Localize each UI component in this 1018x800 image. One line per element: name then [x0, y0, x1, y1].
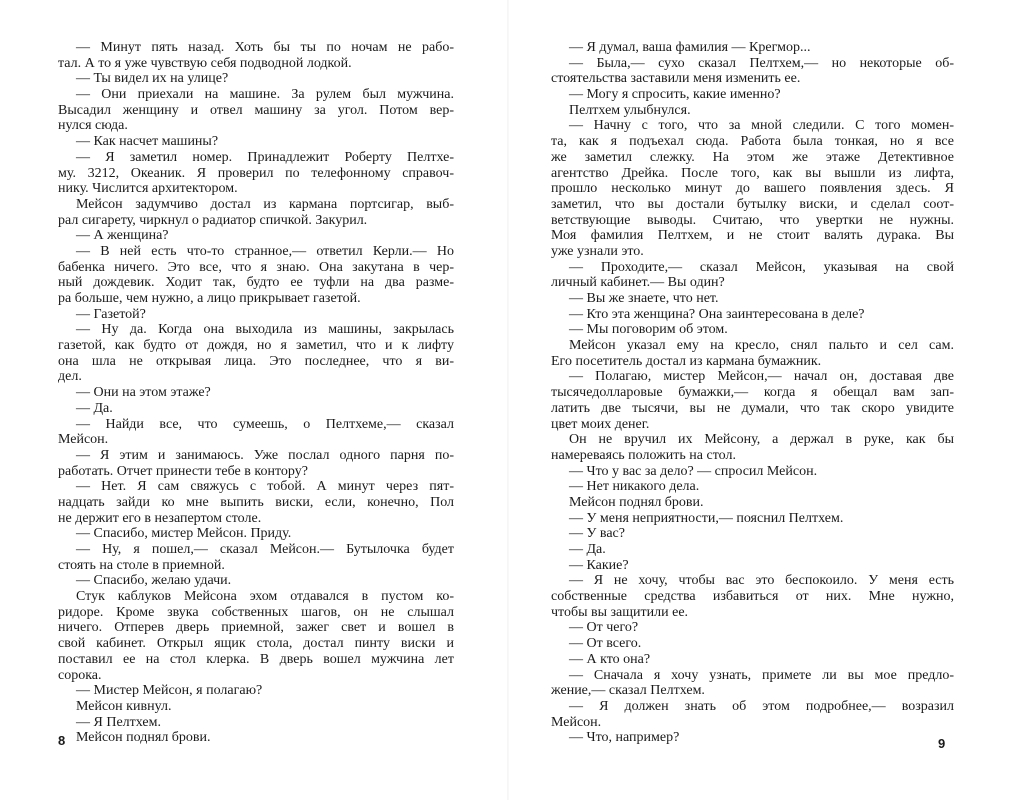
text-line: стоятельства заставили меня изменить ее.	[551, 71, 801, 87]
text-line: — Кто эта женщина? Она заинтересована в деле?	[569, 306, 865, 322]
right-page-number: 9	[938, 736, 946, 751]
text-line: свой кабинет. Открыл ящик стола, достал пинту виски и	[58, 636, 454, 652]
text-line: ра больше, чем нужно, а лицо прикрывает газетой.	[58, 291, 361, 306]
text-line: нику. Числится архитектором.	[58, 181, 238, 197]
text-line: — Что у вас за дело? — спросил Мейсон.	[569, 463, 818, 479]
text-line: — Спасибо, мистер Мейсон. Приду.	[76, 526, 292, 542]
text-line: — Нет никакого дела.	[569, 479, 700, 495]
text-line: — А женщина?	[76, 228, 169, 244]
text-line: — Они на этом этаже?	[76, 385, 211, 401]
text-line: — Найди все, что сумеешь, о Пелтхеме,— сказал	[76, 416, 454, 432]
text-line: работать. Отчет принести тебе в контору?	[58, 463, 308, 479]
text-line: жение,— сказал Пелтхем.	[551, 683, 705, 699]
text-line: Мейсон.	[551, 714, 602, 730]
text-line: — Я не хочу, чтобы вас это беспокоило. У меня есть	[569, 573, 954, 589]
text-line: — Я заметил номер. Принадлежит Роберту Пелтхе-	[76, 149, 454, 165]
text-line: нулся сюда.	[58, 118, 128, 134]
text-line: тысячедолларовые бумажки,— когда я обещал вам зап-	[551, 385, 954, 401]
text-line: — А кто она?	[569, 651, 651, 667]
text-line: ветствующие выводы. Считаю, что увертки не нужны.	[551, 212, 954, 228]
text-line: Его посетитель достал из кармана бумажник.	[551, 353, 822, 369]
text-line: — Проходите,— сказал Мейсон, указывая на свой	[569, 259, 954, 275]
text-line: же заметил слежку. На этом же этаже Детективное	[551, 149, 954, 165]
text-line: — Мы поговорим об этом.	[569, 322, 728, 338]
text-line: ный дождевик. Ходит так, будто ее туфли на два разме-	[58, 275, 454, 291]
text-line: — Минут пять назад. Хоть бы ты по ночам не рабо-	[76, 40, 454, 55]
text-line: Мейсон кивнул.	[76, 698, 172, 714]
text-line: намереваясь положить на стол.	[551, 447, 736, 463]
text-line: Мейсон.	[58, 432, 109, 448]
text-line: — От всего.	[569, 636, 642, 652]
text-line: латить две тысячи, вы не думали, что так скоро увидите	[551, 400, 954, 416]
text-line: Высадил женщину и отвел машину за угол. Потом вер-	[58, 102, 454, 118]
text-line: газетой, как будто от дождя, но я заметил, что и к лифту	[58, 338, 454, 354]
text-line: — От чего?	[569, 620, 639, 636]
text-line: не держит его в незапертом столе.	[58, 510, 262, 526]
text-line: рал сигарету, чиркнул о радиатор спичкой. Закурил.	[58, 212, 368, 228]
text-line: — Я этим и занимаюсь. Уже послал одного парня по-	[76, 447, 454, 463]
text-line: прошло несколько минут до вашего появления здесь. Я	[551, 181, 954, 197]
text-line: Мейсон задумчиво достал из кармана портсигар, выб-	[76, 196, 454, 212]
text-line: сорока.	[58, 667, 102, 683]
text-line: — Какие?	[569, 557, 629, 573]
text-line: агентство Дрейка. После того, как вы вышли из лифта,	[551, 165, 954, 181]
text-line: заметил, что вы достали бутылку виски, и сделал соот-	[551, 196, 954, 212]
text-line: — Да.	[76, 400, 113, 416]
text-line: — Спасибо, желаю удачи.	[76, 573, 232, 589]
text-line: уже узнали это.	[551, 243, 644, 259]
text-line: — Я должен знать об этом подробнее,— возразил	[569, 698, 954, 714]
text-line: бабенка ничего. Это все, что я знаю. Она закутана в чер-	[58, 259, 454, 275]
text-line: собственные средства избавиться от них. Мне нужно,	[551, 589, 954, 605]
text-line: — Ты видел их на улице?	[76, 71, 229, 87]
text-line: — Могу я спросить, какие именно?	[569, 87, 781, 103]
text-line: поставил ее на стол клерка. В дверь вошел мужчина лет	[58, 651, 454, 667]
text-line: — У вас?	[569, 526, 625, 542]
text-line: — Я думал, ваша фамилия — Крегмор...	[569, 40, 811, 55]
text-line: Мейсон поднял брови.	[76, 730, 211, 746]
text-line: Моя фамилия Пелтхем, и не стоит валять дурака. Вы	[551, 228, 954, 244]
text-line: — Полагаю, мистер Мейсон,— начал он, доставая две	[569, 369, 954, 385]
text-line: чтобы вы защитили ее.	[551, 604, 689, 620]
text-line: — Мистер Мейсон, я полагаю?	[76, 683, 263, 699]
text-line: — У меня неприятности,— пояснил Пелтхем.	[569, 510, 844, 526]
left-page-number: 8	[58, 733, 66, 748]
text-line: дел.	[58, 369, 82, 385]
text-line: Мейсон указал ему на кресло, снял пальто и сел сам.	[569, 338, 954, 354]
text-line: ничего. Отперев дверь приемной, зажег свет и вошел в	[58, 620, 454, 636]
text-line: Он не вручил их Мейсону, а держал в руке, как бы	[569, 432, 954, 448]
text-line: личный кабинет.— Вы один?	[551, 275, 725, 291]
text-line: ридоре. Кроме звука собственных шагов, он не слышал	[58, 604, 454, 620]
text-line: та, как я подъехал сюда. Работа была тонкая, но я все	[551, 134, 954, 150]
text-line: — В ней есть что-то странное,— ответил Керли.— Но	[76, 243, 454, 259]
text-line: тал. А то я уже чувствую себя подводной лодкой.	[58, 55, 352, 71]
text-line: Стук каблуков Мейсона эхом отдавался в пустом ко-	[76, 589, 454, 605]
text-line: — Они приехали на машине. За рулем был мужчина.	[76, 87, 454, 103]
text-line: му. 3212, Океаник. Я проверил по телефонному справоч-	[58, 165, 454, 181]
text-line: — Я Пелтхем.	[76, 714, 161, 730]
text-line: цвет моих денег.	[551, 416, 650, 432]
text-line: — Была,— сухо сказал Пелтхем,— но некоторые об-	[569, 55, 954, 71]
text-line: она шла не открывая лица. Это последнее, что я ви-	[58, 353, 454, 369]
right-page-text	[551, 40, 954, 746]
text-line: — Нет. Я сам свяжусь с тобой. А минут через пят-	[76, 479, 454, 495]
text-line: Мейсон поднял брови.	[569, 494, 704, 510]
text-line: — Начну с того, что за мной следили. С того момен-	[569, 118, 954, 134]
text-line: — Как насчет машины?	[76, 134, 219, 150]
text-line: стоять на столе в приемной.	[58, 557, 225, 573]
text-line: — Ну, я пошел,— сказал Мейсон.— Бутылочка будет	[76, 542, 454, 557]
text-line: — Ну да. Когда она выходила из машины, закрылась	[76, 322, 454, 338]
text-line: Пелтхем улыбнулся.	[569, 102, 691, 118]
text-line: — Вы же знаете, что нет.	[569, 291, 719, 306]
page-gutter	[507, 0, 509, 800]
text-line: — Сначала я хочу узнать, примете ли вы мое предло-	[569, 667, 954, 683]
text-line: — Да.	[569, 542, 606, 557]
text-line: — Газетой?	[76, 306, 146, 322]
text-line: — Что, например?	[569, 730, 680, 746]
left-page-text	[58, 40, 454, 746]
text-line: надцать зайди ко мне выпить виски, если, конечно, Пол	[58, 494, 454, 510]
